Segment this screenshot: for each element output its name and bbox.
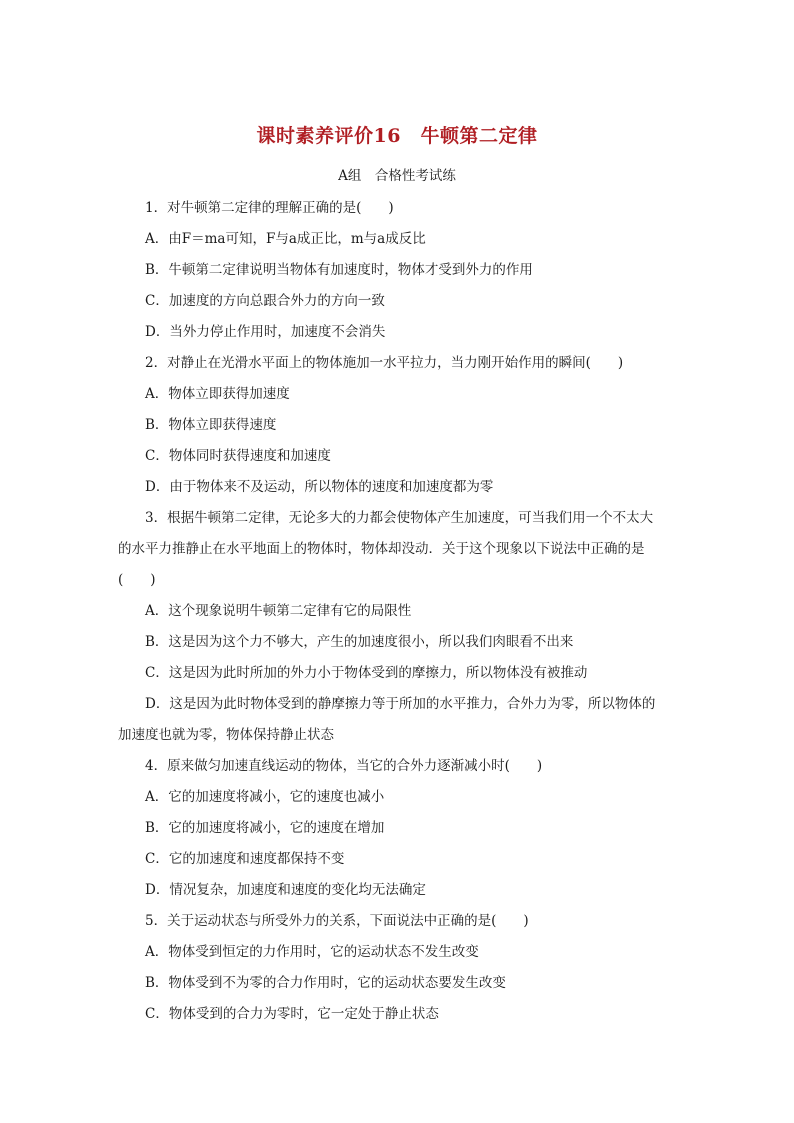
question-continuation: 加速度也就为零，物体保持静止状态 bbox=[118, 727, 334, 743]
question-continuation: ( ) bbox=[118, 572, 156, 588]
answer-option: D．情况复杂，加速度和速度的变化均无法确定 bbox=[145, 882, 426, 898]
answer-option: C．它的加速度和速度都保持不变 bbox=[145, 851, 345, 867]
answer-option: C．这是因为此时所加的外力小于物体受到的摩擦力，所以物体没有被推动 bbox=[145, 665, 588, 681]
answer-option: A．物体受到恒定的力作用时，它的运动状态不发生改变 bbox=[145, 944, 479, 960]
question-stem: 1．对牛顿第二定律的理解正确的是( ) bbox=[145, 200, 394, 216]
answer-option: B．这是因为这个力不够大，产生的加速度很小，所以我们肉眼看不出来 bbox=[145, 634, 574, 650]
question-stem: 2．对静止在光滑水平面上的物体施加一水平拉力，当力刚开始作用的瞬间( ) bbox=[145, 355, 624, 371]
answer-option: B．牛顿第二定律说明当物体有加速度时，物体才受到外力的作用 bbox=[145, 262, 533, 278]
answer-option: C．物体同时获得速度和加速度 bbox=[145, 448, 331, 464]
question-stem: 4．原来做匀加速直线运动的物体，当它的合外力逐渐减小时( ) bbox=[145, 758, 543, 774]
page-title: 课时素养评价16 牛顿第二定律 bbox=[256, 125, 538, 147]
answer-option: C．加速度的方向总跟合外力的方向一致 bbox=[145, 293, 385, 309]
answer-option: A．它的加速度将减小，它的速度也减小 bbox=[145, 789, 385, 805]
question-stem: 3．根据牛顿第二定律，无论多大的力都会使物体产生加速度，可当我们用一个不太大 bbox=[145, 510, 654, 526]
answer-option: D．由于物体来不及运动，所以物体的速度和加速度都为零 bbox=[145, 479, 494, 495]
answer-option: B．物体立即获得速度 bbox=[145, 417, 277, 433]
answer-option: B．物体受到不为零的合力作用时，它的运动状态要发生改变 bbox=[145, 975, 506, 991]
answer-option: A．这个现象说明牛顿第二定律有它的局限性 bbox=[145, 603, 412, 619]
question-list bbox=[118, 196, 678, 1033]
section-heading: A组 合格性考试练 bbox=[338, 168, 456, 184]
answer-option: B．它的加速度将减小，它的速度在增加 bbox=[145, 820, 385, 836]
answer-option: D．当外力停止作用时，加速度不会消失 bbox=[145, 324, 386, 340]
answer-option: D．这是因为此时物体受到的静摩擦力等于所加的水平推力，合外力为零，所以物体的 bbox=[145, 696, 656, 712]
answer-option: A．由F＝ma可知，F与a成正比，m与a成反比 bbox=[145, 231, 426, 247]
question-stem: 5．关于运动状态与所受外力的关系，下面说法中正确的是( ) bbox=[145, 913, 529, 929]
answer-option: C．物体受到的合力为零时，它一定处于静止状态 bbox=[145, 1006, 439, 1022]
answer-option: A．物体立即获得加速度 bbox=[145, 386, 290, 402]
question-continuation: 的水平力推静止在水平地面上的物体时，物体却没动．关于这个现象以下说法中正确的是 bbox=[118, 541, 645, 557]
